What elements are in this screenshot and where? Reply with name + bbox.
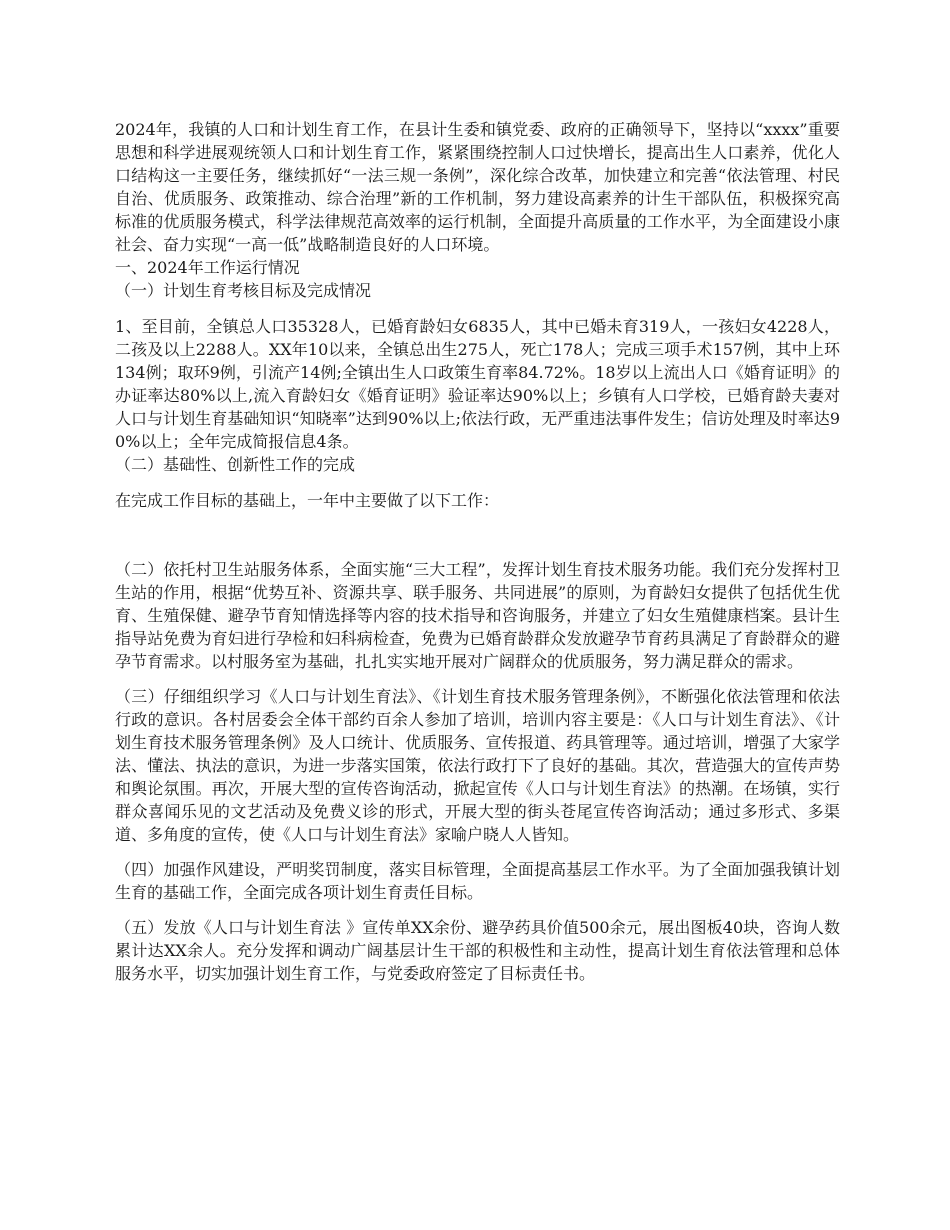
intro-paragraph: 2024年，我镇的人口和计划生育工作，在县计生委和镇党委、政府的正确领导下，坚持以“xxxx”重要思想和科学进展观统领人口和计划生育工作，紧紧围绕控制人口过快增长，提高出生人口素养，优化人口结构这一主要任务，继续抓好“一法三规一条例”，深化综合改革，加快建立和完善“依法管理、村民自治、优质服务、政策推动、综合治理”新的工作机制，努力建设高素养的计生干部队伍，积极探究高标准的优质服务模式，科学法律规范高效率的运行机制，全面提升高质量的工作水平，为全面建设小康社会、奋力实现“一高一低”战略制造良好的人口环境。 [115,120,840,254]
subsection-heading-2: （二）基础性、创新性工作的完成 [115,455,356,474]
item-2-paragraph: （二）依托村卫生站服务体系，全面实施“三大工程”，发挥计划生育技术服务功能。我们充分发挥村卫生站的作用，根据“优势互补、资源共享、联手服务、共同进展”的原则，为育龄妇女提供了包括优生优育、生殖保健、避孕节育知情选择等内容的技术指导和咨询服务，并建立了妇女生殖健康档案。县计生指导站免费为育妇进行孕检和妇科病检查，免费为已婚育龄群众发放避孕节育药具满足了育龄群众的避孕节育需求。以村服务室为基础，扎扎实实地开展对广阔群众的优质服务，努力满足群众的需求。 [115,560,840,671]
document-page [115,118,840,985]
item-5-paragraph: （五）发放《人口与计划生育法 》宣传单XX余份、避孕药具价值500余元，展出图板40块，咨询人数累计达XX余人。充分发挥和调动广阔基层计生干部的积极性和主动性，提高计划生育依法管理和总体服务水平，切实加强计划生育工作，与党委政府签定了目标责任书。 [115,918,840,983]
targets-paragraph: 1、至目前，全镇总人口35328人，已婚育龄妇女6835人，其中已婚未育319人，一孩妇女4228人，二孩及以上2288人。XX年10以来，全镇总出生275人，死亡178人；完成三项手术157例，其中上环134例；取环9例，引流产14例;全镇出生人口政策生育率84.72%。18岁以上流出人口《婚育证明》的办证率达80%以上,流入育龄妇女《婚育证明》验证率达90%以上；乡镇有人口学校，已婚育龄夫妻对人口与计划生育基础知识“知晓率”达到90%以上;依法行政，无严重违法事件发生；信访处理及时率达90%以上；全年完成简报信息4条。 [115,317,840,451]
subsection-heading-1: （一）计划生育考核目标及完成情况 [115,281,372,300]
section-heading-1: 一、2024年工作运行情况 [115,258,300,277]
item-3-paragraph: （三）仔细组织学习《人口与计划生育法》、《计划生育技术服务管理条例》，不断强化依法管理和依法行政的意识。各村居委会全体干部约百余人参加了培训，培训内容主要是：《人口与计划生育法》、《计划生育技术服务管理条例》及人口统计、优质服务、宣传报道、药具管理等。通过培训，增强了大家学法、懂法、执法的意识，为进一步落实国策，依法行政打下了良好的基础。其次，营造强大的宣传声势和舆论氛围。再次，开展大型的宣传咨询活动，掀起宣传《人口与计划生育法》的热潮。在场镇，实行群众喜闻乐见的文艺活动及免费义诊的形式，开展大型的街头苍尾宣传咨询活动；通过多形式、多渠道、多角度的宣传，使《人口与计划生育法》家喻户晓人人皆知。 [115,687,840,844]
work-intro-paragraph: 在完成工作目标的基础上，一年中主要做了以下工作： [115,491,500,510]
item-4-paragraph: （四）加强作风建设，严明奖罚制度，落实目标管理，全面提高基层工作水平。为了全面加强我镇计划生育的基础工作，全面完成各项计划生育责任目标。 [115,860,840,902]
